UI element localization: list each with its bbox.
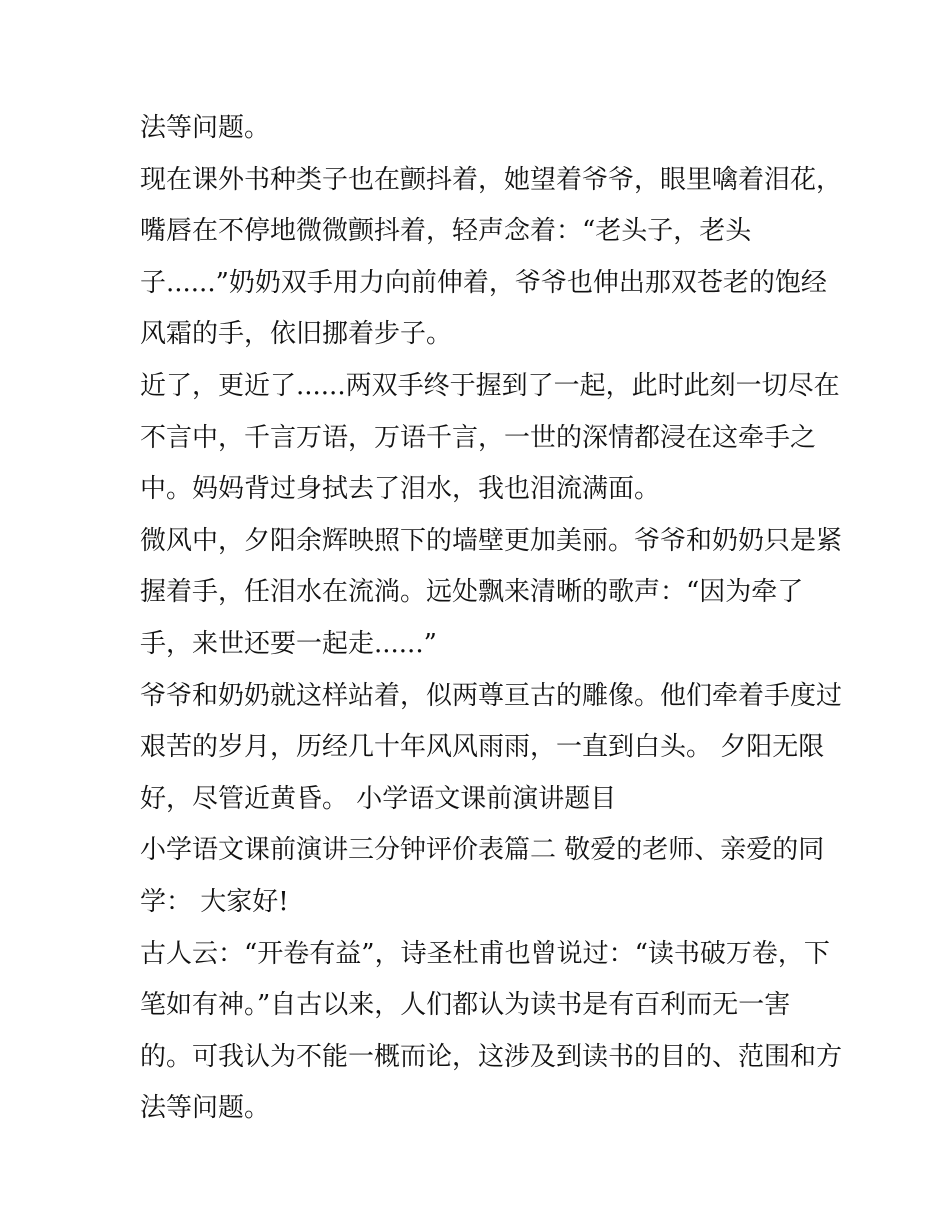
body-text xyxy=(140,103,843,1135)
text-line-17: 古人云：“开卷有益”，诗圣杜甫也曾说过：“读书破万卷，下 xyxy=(140,938,830,969)
text-line-20: 法等问题。 xyxy=(140,1093,271,1124)
text-line-2: 现在课外书种类子也在颤抖着，她望着爷爷，眼里噙着泪花， xyxy=(140,164,843,195)
text-line-6: 近了，更近了......两双手终于握到了一起，此时此刻一切尽在 xyxy=(140,370,840,401)
text-line-13: 艰苦的岁月，历经几十年风风雨雨，一直到白头。 夕阳无限 xyxy=(140,732,825,763)
text-line-4: 子......”奶奶双手用力向前伸着，爷爷也伸出那双苍老的饱经 xyxy=(140,267,827,298)
text-line-12: 爷爷和奶奶就这样站着，似两尊亘古的雕像。他们牵着手度过 xyxy=(140,680,843,711)
text-line-8: 中。妈妈背过身拭去了泪水，我也泪流满面。 xyxy=(140,474,661,505)
text-line-9: 微风中，夕阳余辉映照下的墙壁更加美丽。爷爷和奶奶只是紧 xyxy=(140,525,843,556)
text-line-18: 笔如有神。”自古以来，人们都认为读书是有百利而无一害 xyxy=(140,990,791,1021)
text-line-11: 手，来世还要一起走......” xyxy=(140,628,437,659)
text-line-15: 小学语文课前演讲三分钟评价表篇二 敬爱的老师、亲爱的同 xyxy=(140,835,825,866)
text-line-16: 学： 大家好! xyxy=(140,886,289,917)
text-line-5: 风霜的手，依旧挪着步子。 xyxy=(140,319,453,350)
text-line-14: 好，尽管近黄昏。 小学语文课前演讲题目 xyxy=(140,783,617,814)
text-line-19: 的。可我认为不能一概而论，这涉及到读书的目的、范围和方 xyxy=(140,1041,843,1072)
text-line-10: 握着手，任泪水在流淌。远处飘来清晰的歌声：“因为牵了 xyxy=(140,577,804,608)
text-line-3: 嘴唇在不停地微微颤抖着，轻声念着：“老头子，老头 xyxy=(140,216,752,247)
text-line-7: 不言中，千言万语，万语千言，一世的深情都浸在这牵手之 xyxy=(140,422,817,453)
text-line-1: 法等问题。 xyxy=(140,113,271,143)
